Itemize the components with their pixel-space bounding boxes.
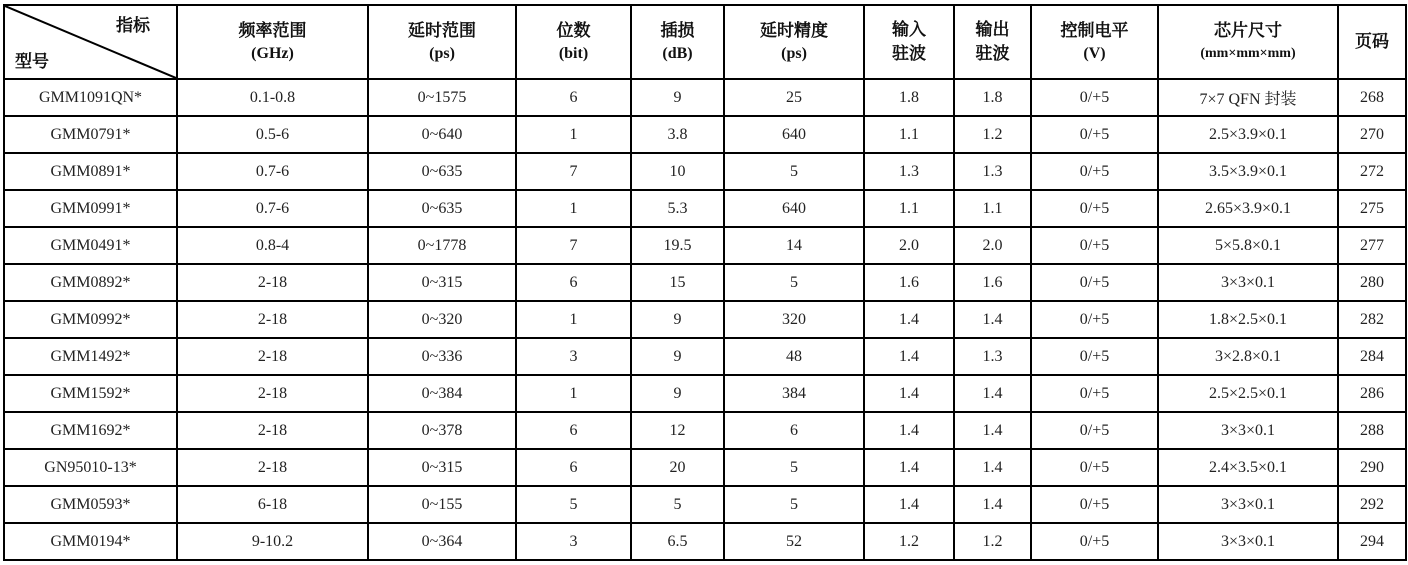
cell-control_level: 0/+5 (1031, 412, 1158, 449)
cell-delay_accuracy: 5 (724, 449, 864, 486)
column-label-line2: 驻波 (892, 44, 926, 63)
table-row (4, 338, 1406, 375)
cell-chip_size: 3×2.8×0.1 (1158, 338, 1338, 375)
column-label: 频率范围 (238, 21, 307, 40)
cell-output_vswr: 1.2 (954, 523, 1031, 560)
cell-freq_range: 0.7-6 (177, 190, 368, 227)
cell-input_vswr: 1.4 (864, 449, 954, 486)
cell-input_vswr: 1.4 (864, 338, 954, 375)
table-row (4, 264, 1406, 301)
cell-freq_range: 0.5-6 (177, 116, 368, 153)
cell-delay_accuracy: 640 (724, 116, 864, 153)
cell-model: GMM1692* (4, 412, 177, 449)
cell-delay_range: 0~640 (368, 116, 516, 153)
cell-control_level: 0/+5 (1031, 79, 1158, 116)
cell-delay_accuracy: 25 (724, 79, 864, 116)
cell-input_vswr: 1.8 (864, 79, 954, 116)
cell-bits: 1 (516, 190, 631, 227)
cell-model: GMM1592* (4, 375, 177, 412)
cell-insertion_loss: 5.3 (631, 190, 724, 227)
cell-page: 286 (1338, 375, 1406, 412)
cell-insertion_loss: 20 (631, 449, 724, 486)
cell-bits: 1 (516, 301, 631, 338)
cell-delay_range: 0~378 (368, 412, 516, 449)
cell-chip_size: 3×3×0.1 (1158, 264, 1338, 301)
header-row (4, 5, 1406, 79)
cell-delay_accuracy: 5 (724, 264, 864, 301)
cell-bits: 6 (516, 449, 631, 486)
cell-insertion_loss: 9 (631, 301, 724, 338)
table-row (4, 412, 1406, 449)
cell-freq_range: 2-18 (177, 264, 368, 301)
cell-model: GMM1492* (4, 338, 177, 375)
cell-input_vswr: 1.6 (864, 264, 954, 301)
cell-output_vswr: 1.4 (954, 301, 1031, 338)
corner-label-model: 型号 (15, 52, 49, 71)
cell-control_level: 0/+5 (1031, 153, 1158, 190)
cell-control_level: 0/+5 (1031, 190, 1158, 227)
cell-input_vswr: 1.4 (864, 412, 954, 449)
cell-page: 272 (1338, 153, 1406, 190)
column-label: 输入 (892, 20, 926, 39)
cell-input_vswr: 1.1 (864, 190, 954, 227)
cell-model: GMM0891* (4, 153, 177, 190)
table-row (4, 523, 1406, 560)
cell-freq_range: 2-18 (177, 301, 368, 338)
cell-delay_range: 0~635 (368, 153, 516, 190)
corner-label-metric: 指标 (116, 16, 150, 35)
cell-bits: 7 (516, 153, 631, 190)
cell-control_level: 0/+5 (1031, 301, 1158, 338)
table-body (4, 79, 1406, 560)
column-unit: (dB) (662, 45, 693, 62)
cell-output_vswr: 2.0 (954, 227, 1031, 264)
cell-chip_size: 1.8×2.5×0.1 (1158, 301, 1338, 338)
cell-output_vswr: 1.2 (954, 116, 1031, 153)
cell-control_level: 0/+5 (1031, 338, 1158, 375)
cell-delay_accuracy: 52 (724, 523, 864, 560)
cell-insertion_loss: 6.5 (631, 523, 724, 560)
cell-output_vswr: 1.3 (954, 338, 1031, 375)
table-row (4, 449, 1406, 486)
column-label: 芯片尺寸 (1214, 21, 1282, 40)
cell-input_vswr: 1.3 (864, 153, 954, 190)
cell-output_vswr: 1.4 (954, 449, 1031, 486)
table-row (4, 79, 1406, 116)
cell-bits: 5 (516, 486, 631, 523)
column-unit: (mm×mm×mm) (1200, 46, 1296, 61)
cell-page: 292 (1338, 486, 1406, 523)
table-row (4, 153, 1406, 190)
cell-insertion_loss: 5 (631, 486, 724, 523)
cell-model: GN95010-13* (4, 449, 177, 486)
cell-delay_range: 0~315 (368, 264, 516, 301)
cell-freq_range: 2-18 (177, 338, 368, 375)
cell-output_vswr: 1.4 (954, 412, 1031, 449)
cell-bits: 1 (516, 375, 631, 412)
cell-page: 294 (1338, 523, 1406, 560)
cell-insertion_loss: 12 (631, 412, 724, 449)
column-label: 位数 (556, 21, 591, 40)
cell-control_level: 0/+5 (1031, 523, 1158, 560)
cell-bits: 3 (516, 523, 631, 560)
cell-insertion_loss: 10 (631, 153, 724, 190)
cell-delay_accuracy: 320 (724, 301, 864, 338)
cell-chip_size: 3.5×3.9×0.1 (1158, 153, 1338, 190)
cell-delay_range: 0~320 (368, 301, 516, 338)
cell-page: 277 (1338, 227, 1406, 264)
cell-bits: 7 (516, 227, 631, 264)
cell-delay_range: 0~155 (368, 486, 516, 523)
cell-control_level: 0/+5 (1031, 449, 1158, 486)
cell-insertion_loss: 15 (631, 264, 724, 301)
table-row (4, 301, 1406, 338)
cell-input_vswr: 2.0 (864, 227, 954, 264)
column-header-delay_accuracy (724, 5, 864, 79)
cell-chip_size: 7×7 QFN 封装 (1158, 79, 1338, 116)
column-label-line2: 驻波 (975, 44, 1010, 63)
cell-chip_size: 5×5.8×0.1 (1158, 227, 1338, 264)
cell-insertion_loss: 19.5 (631, 227, 724, 264)
column-unit: (GHz) (251, 45, 294, 62)
cell-freq_range: 2-18 (177, 449, 368, 486)
cell-bits: 6 (516, 412, 631, 449)
cell-output_vswr: 1.6 (954, 264, 1031, 301)
cell-page: 288 (1338, 412, 1406, 449)
column-unit: (ps) (781, 45, 807, 62)
cell-output_vswr: 1.4 (954, 486, 1031, 523)
cell-output_vswr: 1.3 (954, 153, 1031, 190)
cell-control_level: 0/+5 (1031, 116, 1158, 153)
cell-insertion_loss: 9 (631, 375, 724, 412)
table-row (4, 116, 1406, 153)
cell-freq_range: 0.8-4 (177, 227, 368, 264)
cell-freq_range: 6-18 (177, 486, 368, 523)
cell-page: 270 (1338, 116, 1406, 153)
cell-freq_range: 2-18 (177, 412, 368, 449)
table-row (4, 227, 1406, 264)
cell-delay_accuracy: 5 (724, 153, 864, 190)
cell-delay_accuracy: 6 (724, 412, 864, 449)
cell-delay_accuracy: 640 (724, 190, 864, 227)
cell-page: 275 (1338, 190, 1406, 227)
cell-freq_range: 0.7-6 (177, 153, 368, 190)
cell-page: 290 (1338, 449, 1406, 486)
cell-bits: 3 (516, 338, 631, 375)
cell-page: 284 (1338, 338, 1406, 375)
cell-insertion_loss: 9 (631, 338, 724, 375)
column-label: 延时范围 (408, 21, 476, 40)
cell-delay_range: 0~315 (368, 449, 516, 486)
cell-delay_accuracy: 384 (724, 375, 864, 412)
column-header-insertion_loss (631, 5, 724, 79)
cell-chip_size: 2.65×3.9×0.1 (1158, 190, 1338, 227)
column-header-page (1338, 5, 1406, 79)
cell-delay_range: 0~364 (368, 523, 516, 560)
cell-delay_range: 0~1575 (368, 79, 516, 116)
cell-insertion_loss: 9 (631, 79, 724, 116)
cell-model: GMM0491* (4, 227, 177, 264)
cell-input_vswr: 1.4 (864, 375, 954, 412)
table-row (4, 375, 1406, 412)
cell-freq_range: 2-18 (177, 375, 368, 412)
cell-control_level: 0/+5 (1031, 227, 1158, 264)
cell-delay_range: 0~1778 (368, 227, 516, 264)
cell-bits: 6 (516, 79, 631, 116)
column-unit: (ps) (429, 45, 455, 62)
column-header-control_level (1031, 5, 1158, 79)
cell-freq_range: 0.1-0.8 (177, 79, 368, 116)
cell-output_vswr: 1.1 (954, 190, 1031, 227)
cell-model: GMM0892* (4, 264, 177, 301)
table-row (4, 486, 1406, 523)
cell-chip_size: 3×3×0.1 (1158, 486, 1338, 523)
cell-chip_size: 2.5×3.9×0.1 (1158, 116, 1338, 153)
cell-page: 280 (1338, 264, 1406, 301)
cell-delay_range: 0~384 (368, 375, 516, 412)
cell-output_vswr: 1.8 (954, 79, 1031, 116)
cell-input_vswr: 1.1 (864, 116, 954, 153)
cell-delay_accuracy: 5 (724, 486, 864, 523)
cell-delay_range: 0~336 (368, 338, 516, 375)
cell-control_level: 0/+5 (1031, 264, 1158, 301)
cell-page: 268 (1338, 79, 1406, 116)
cell-bits: 6 (516, 264, 631, 301)
cell-model: GMM1091QN* (4, 79, 177, 116)
cell-model: GMM0992* (4, 301, 177, 338)
cell-insertion_loss: 3.8 (631, 116, 724, 153)
cell-delay_accuracy: 14 (724, 227, 864, 264)
column-unit: (V) (1083, 45, 1106, 62)
cell-model: GMM0194* (4, 523, 177, 560)
cell-input_vswr: 1.4 (864, 486, 954, 523)
cell-chip_size: 2.4×3.5×0.1 (1158, 449, 1338, 486)
cell-output_vswr: 1.4 (954, 375, 1031, 412)
column-header-freq_range (177, 5, 368, 79)
column-label: 延时精度 (760, 21, 828, 40)
column-header-bits (516, 5, 631, 79)
column-label: 输出 (975, 20, 1010, 39)
column-header-input_vswr (864, 5, 954, 79)
cell-control_level: 0/+5 (1031, 486, 1158, 523)
cell-model: GMM0791* (4, 116, 177, 153)
corner-cell (4, 5, 177, 79)
cell-bits: 1 (516, 116, 631, 153)
table-row (4, 190, 1406, 227)
column-header-chip_size (1158, 5, 1338, 79)
cell-delay_range: 0~635 (368, 190, 516, 227)
column-header-output_vswr (954, 5, 1031, 79)
cell-input_vswr: 1.4 (864, 301, 954, 338)
column-unit: (bit) (558, 45, 589, 62)
column-label: 页码 (1355, 32, 1389, 51)
cell-page: 282 (1338, 301, 1406, 338)
column-header-delay_range (368, 5, 516, 79)
cell-chip_size: 3×3×0.1 (1158, 412, 1338, 449)
cell-model: GMM0991* (4, 190, 177, 227)
cell-delay_accuracy: 48 (724, 338, 864, 375)
cell-chip_size: 3×3×0.1 (1158, 523, 1338, 560)
cell-model: GMM0593* (4, 486, 177, 523)
cell-control_level: 0/+5 (1031, 375, 1158, 412)
cell-chip_size: 2.5×2.5×0.1 (1158, 375, 1338, 412)
column-label: 控制电平 (1060, 21, 1129, 40)
cell-freq_range: 9-10.2 (177, 523, 368, 560)
cell-input_vswr: 1.2 (864, 523, 954, 560)
column-label: 插损 (660, 21, 695, 40)
parameter-table (3, 4, 1407, 561)
